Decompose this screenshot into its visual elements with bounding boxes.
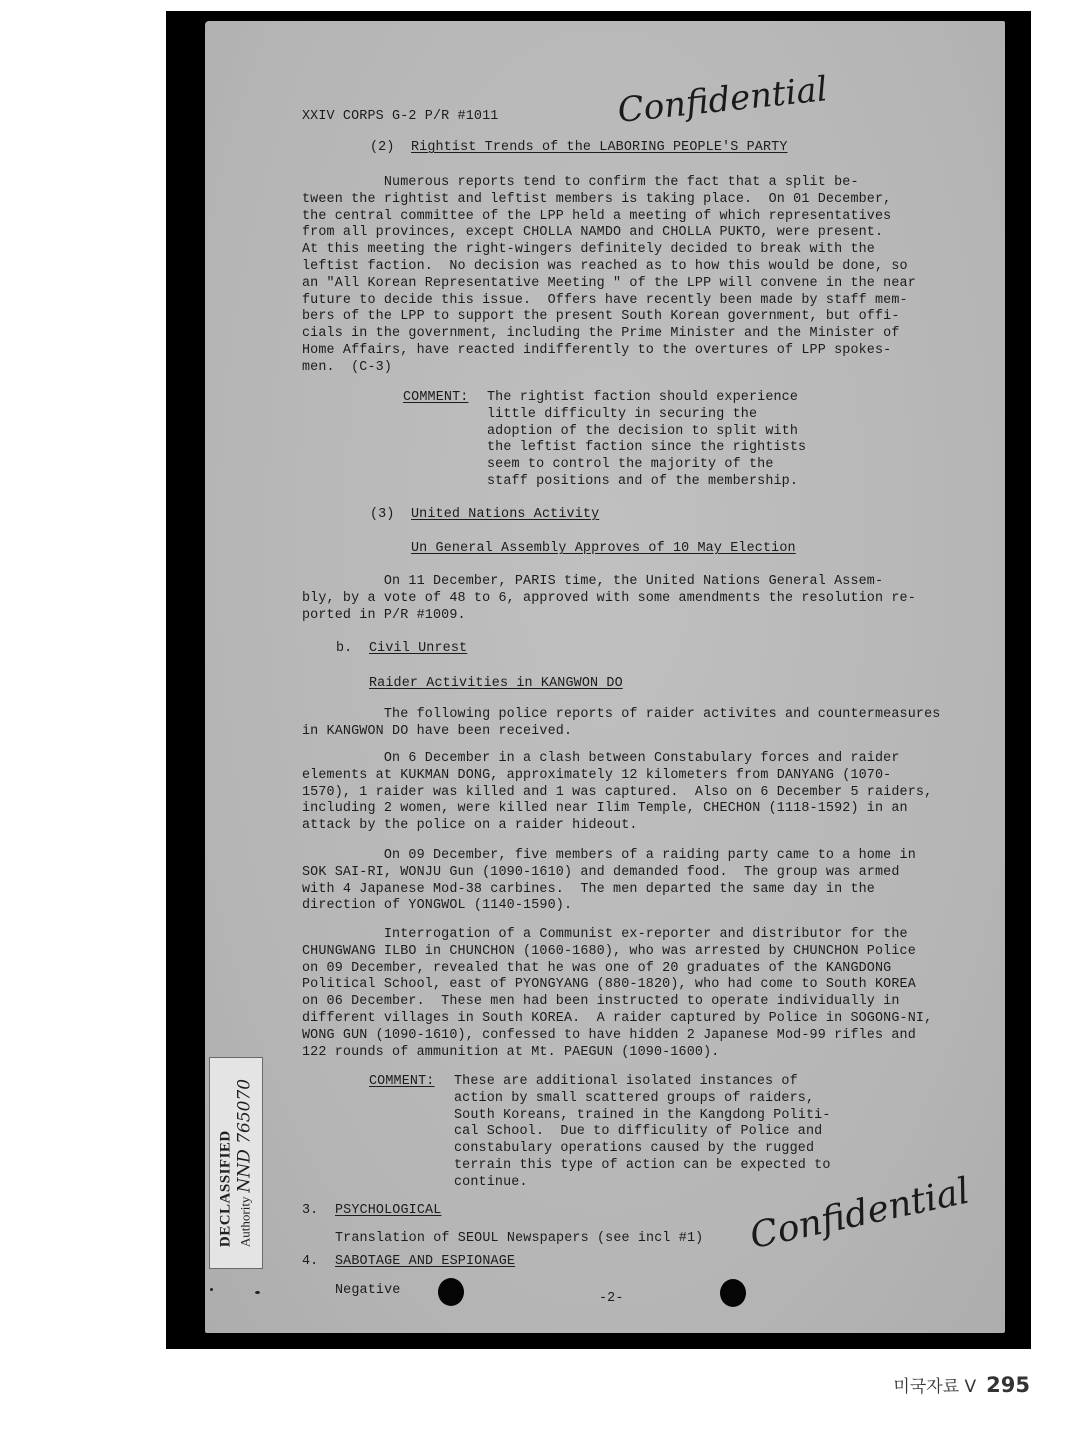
text-line: bly, by a vote of 48 to 6, approved with some amendments the resolution re- <box>302 590 916 606</box>
punch-hole-right <box>720 1279 746 1307</box>
text-line: On 11 December, PARIS time, the United Nations General Assem- <box>302 574 884 589</box>
text-line: seem to control the majority of the <box>487 457 774 473</box>
stamp-authority-label: Authority <box>237 1196 253 1248</box>
text-line: continue. <box>454 1174 528 1190</box>
text-line: South Koreans, trained in the Kangdong Politi- <box>454 1107 831 1123</box>
text-line: different villages in South KOREA. A raider captured by Police in SOGONG-NI, <box>302 1010 933 1026</box>
section-2-comment <box>487 390 806 491</box>
item-4-text: Negative <box>335 1283 401 1298</box>
text-line: direction of YONGWOL (1140-1590). <box>302 898 573 914</box>
text-line: bers of the LPP to support the present South Korean government, but offi- <box>302 309 900 325</box>
section-b-paragraph-3 <box>302 927 932 1061</box>
text-line: staff positions and of the membership. <box>487 473 799 489</box>
page-footer <box>893 1372 1030 1397</box>
text-line: action by small scattered groups of raiders, <box>454 1090 815 1106</box>
section-b-paragraph-1 <box>302 751 932 835</box>
section-b-comment <box>454 1074 831 1192</box>
stamp-authority-number: NND 765070 <box>234 1078 255 1193</box>
handwritten-confidential-bottom: Confidential <box>746 1170 974 1257</box>
text-line: on 09 December, revealed that he was one of 20 graduates of the KANGDONG <box>302 960 892 976</box>
document-page <box>205 21 1005 1333</box>
item-4-title: SABOTAGE AND ESPIONAGE <box>335 1254 516 1269</box>
text-line: elements at KUKMAN DONG, approximately 12 kilometers from DANYANG (1070- <box>302 767 892 783</box>
footer-label: 미국자료 V <box>893 1377 977 1397</box>
item-3-title: PSYCHOLOGICAL <box>335 1203 442 1218</box>
section-3-subtitle: Un General Assembly Approves of 10 May Election <box>411 541 796 556</box>
section-b-intro <box>302 707 940 741</box>
section-b-comment-label: COMMENT: <box>369 1074 435 1089</box>
text-line: 1570), 1 raider was killed and 1 was captured. Also on 6 December 5 raiders, <box>302 784 933 800</box>
text-line: leftist faction. No decision was reached as to how this would be done, so <box>302 258 908 274</box>
footer-page-number: 295 <box>986 1373 1030 1397</box>
section-2-number: (2) <box>370 140 395 155</box>
text-line: with 4 Japanese Mod-38 carbines. The men departed the same day in the <box>302 881 875 897</box>
text-line: the leftist faction since the rightists <box>487 440 807 456</box>
text-line: little difficulty in securing the <box>487 406 758 422</box>
speck <box>210 1288 213 1291</box>
text-line: At this meeting the right-wingers definitely decided to break with the <box>302 242 875 258</box>
text-line: tween the rightist and leftist members is taking place. On 01 December, <box>302 191 892 207</box>
text-line: The rightist faction should experience <box>487 390 799 405</box>
section-3-number: (3) <box>370 507 395 522</box>
text-line: future to decide this issue. Offers have recently been made by staff mem- <box>302 292 908 308</box>
item-3-number: 3. <box>302 1203 319 1218</box>
section-2-comment-label: COMMENT: <box>403 390 469 405</box>
text-line: including 2 women, were killed near Ilim Temple, CHECHON (1118-1592) in an <box>302 801 908 817</box>
section-b-letter: b. <box>336 641 353 656</box>
section-2-paragraph <box>302 175 916 377</box>
text-line: SOK SAI-RI, WONJU Gun (1090-1610) and demanded food. The group was armed <box>302 864 900 880</box>
punch-hole-left <box>438 1278 464 1306</box>
section-2-title: Rightist Trends of the LABORING PEOPLE'S PARTY <box>411 140 788 155</box>
text-line: the central committee of the LPP held a meeting of which representatives <box>302 208 892 224</box>
speck <box>255 1291 260 1294</box>
declassified-stamp <box>209 1057 263 1269</box>
text-line: CHUNGWANG ILBO in CHUNCHON (1060-1680), who was arrested by CHUNCHON Police <box>302 943 916 959</box>
text-line: On 09 December, five members of a raiding party came to a home in <box>302 848 916 863</box>
section-b-paragraph-2 <box>302 848 916 915</box>
text-line: Numerous reports tend to confirm the fact that a split be- <box>302 175 859 190</box>
text-line: men. (C-3) <box>302 359 393 375</box>
item-4-number: 4. <box>302 1254 319 1269</box>
text-line: Interrogation of a Communist ex-reporter and distributor for the <box>302 927 908 942</box>
text-line: Home Affairs, have reacted indifferently to the overtures of LPP spokes- <box>302 342 892 358</box>
text-line: attack by the police on a raider hideout. <box>302 818 638 834</box>
text-line: Political School, east of PYONGYANG (880-1820), who had come to South KOREA <box>302 977 916 993</box>
section-b-subtitle: Raider Activities in KANGWON DO <box>369 676 623 691</box>
item-3-text: Translation of SEOUL Newspapers (see incl #1) <box>335 1231 704 1246</box>
text-line: 122 rounds of ammunition at Mt. PAEGUN (1090-1600). <box>302 1044 720 1060</box>
text-line: constabulary operations caused by the rugged <box>454 1141 815 1157</box>
document-header: XXIV CORPS G-2 P/R #1011 <box>302 109 499 124</box>
text-line: from all provinces, except CHOLLA NAMDO and CHOLLA PUKTO, were present. <box>302 225 884 241</box>
text-line: ported in P/R #1009. <box>302 607 466 623</box>
text-line: WONG GUN (1090-1610), confessed to have hidden 2 Japanese Mod-99 rifles and <box>302 1027 916 1043</box>
text-line: adoption of the decision to split with <box>487 423 799 439</box>
section-b-title: Civil Unrest <box>369 641 468 656</box>
text-line: cal School. Due to difficulity of Police and <box>454 1124 823 1140</box>
text-line: in KANGWON DO have been received. <box>302 723 573 739</box>
text-line: cials in the government, including the Prime Minister and the Minister of <box>302 326 900 342</box>
handwritten-confidential-top: Confidential <box>615 69 830 131</box>
text-line: These are additional isolated instances of <box>454 1074 798 1089</box>
section-3-title: United Nations Activity <box>411 507 600 522</box>
text-line: The following police reports of raider activites and countermeasures <box>302 707 941 722</box>
text-line: On 6 December in a clash between Constabulary forces and raider <box>302 751 900 766</box>
text-line: terrain this type of action can be expected to <box>454 1157 831 1173</box>
section-3-paragraph <box>302 574 916 624</box>
text-line: an "All Korean Representative Meeting " of the LPP will convene in the near <box>302 275 916 291</box>
text-line: on 06 December. These men had been instructed to operate individually in <box>302 994 900 1010</box>
stamp-declassified-label: DECLASSIFIED <box>217 1130 234 1248</box>
page-number: -2- <box>599 1291 624 1306</box>
